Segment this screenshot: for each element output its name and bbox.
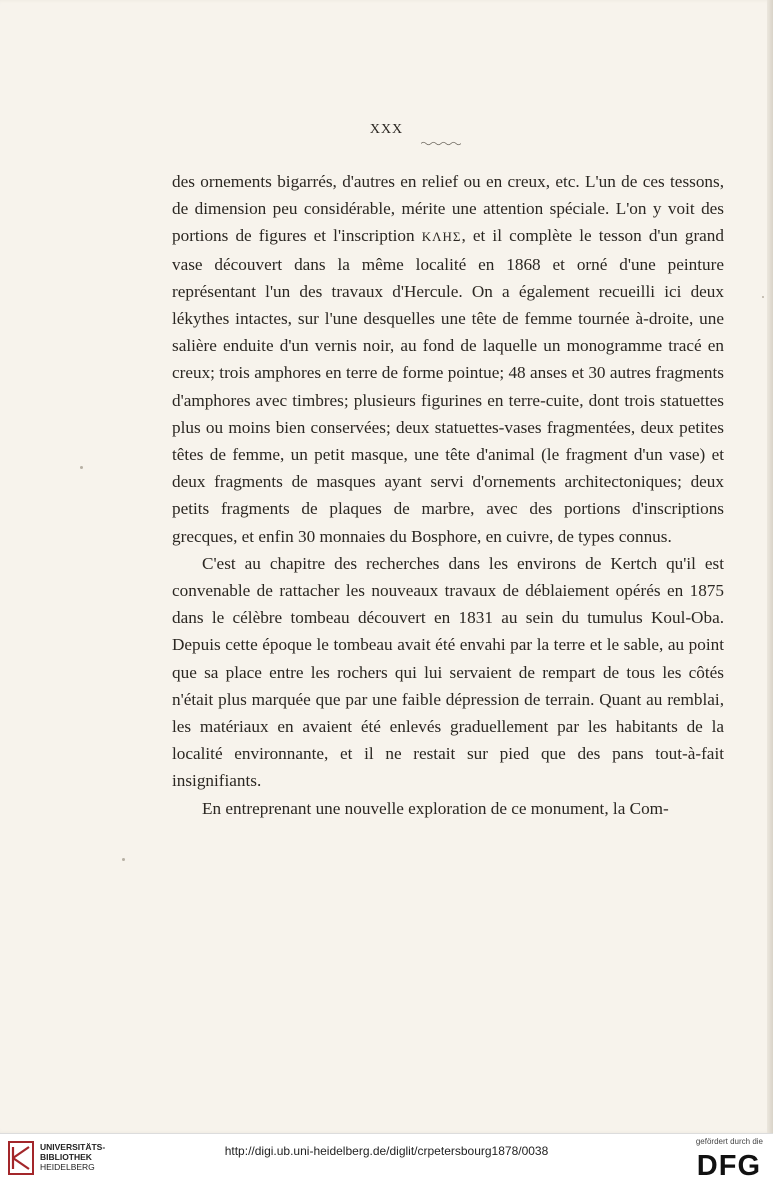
- library-name-line-1: UNIVERSITÄTS-: [40, 1142, 106, 1152]
- paper-speck: [762, 296, 764, 298]
- paragraph-1-continuation: , et il complète le tesson d'un grand vase découvert dans la même localité en 1868 et orné d'une peinture représentant l'un des travaux d'Hercule. On a également recueilli ici deux lékythes intactes, sur l'une desquelles une tête de femme tournée à-droite, une salière enduite d'un vernis noir, au fond de laquelle un monogramme tracé en creux; trois amphores en terre de forme pointue; 48 anses et 30 autres fragments d'amphores avec timbres; plusieurs figurines en terre-cuite, dont trois statuettes plus ou moins bien conservées; deux statuettes-vases fragmentées, deux petites têtes de femme, un petit masque, une tête d'animal (le fragment d'un vase) et deux fragments de masques ayant servi d'ornements architectoniques; deux petits fragments de plaques de marbre, avec des portions d'inscriptions grecques, et enfin 30 monnaies du Bosphore, en cuivre, de types connus.: [172, 226, 724, 546]
- paragraph-1-start: des ornements bigarrés, d'autres en relief ou en creux, etc. L'un de ces tessons, de dimension peu considérable, mérite une attention spéciale. L'on y voit des portions de figures et l'inscription: [172, 172, 724, 246]
- paper-speck: [80, 466, 83, 469]
- dfg-logo: DFG: [696, 1150, 761, 1182]
- paragraph-1: [172, 168, 724, 550]
- paper-speck: [122, 858, 125, 861]
- source-url-link[interactable]: http://digi.ub.uni-heidelberg.de/diglit/crpetersbourg1878/0038: [224, 1144, 549, 1158]
- body-text: [172, 168, 724, 822]
- paragraph-3: En entreprenant une nouvelle exploration de ce monument, la Com-: [202, 798, 669, 818]
- page-number-ornament: [421, 141, 461, 146]
- page-number: XXX: [369, 122, 404, 137]
- library-name-line-2: BIBLIOTHEK: [40, 1152, 92, 1162]
- paragraph-2: C'est au chapitre des recherches dans les environs de Kertch qu'il est convenable de rattacher les nouveaux travaux de déblaiement opérés en 1875 dans le célèbre tombeau découvert en 1831 au sein du tumulus Koul-Oba. Depuis cette époque le tombeau avait été envahi par la terre et le sable, au point que sa place entre les rochers qui lui servaient de rempart de tous les côtés n'était plus marquée que par une faible dépression de terrain. Quant au remblai, les matériaux en avaient été enlevés graduellement par les habitants de la localité environnante, et il ne restait sur pied que des pans tout-à-fait insignifiants.: [172, 553, 724, 791]
- greek-inscription: ΚΛΗΣ: [421, 229, 462, 245]
- page-edge: [767, 0, 773, 1133]
- library-name-line-3: HEIDELBERG: [40, 1162, 95, 1172]
- funded-by-text: gefördert durch die: [695, 1137, 763, 1146]
